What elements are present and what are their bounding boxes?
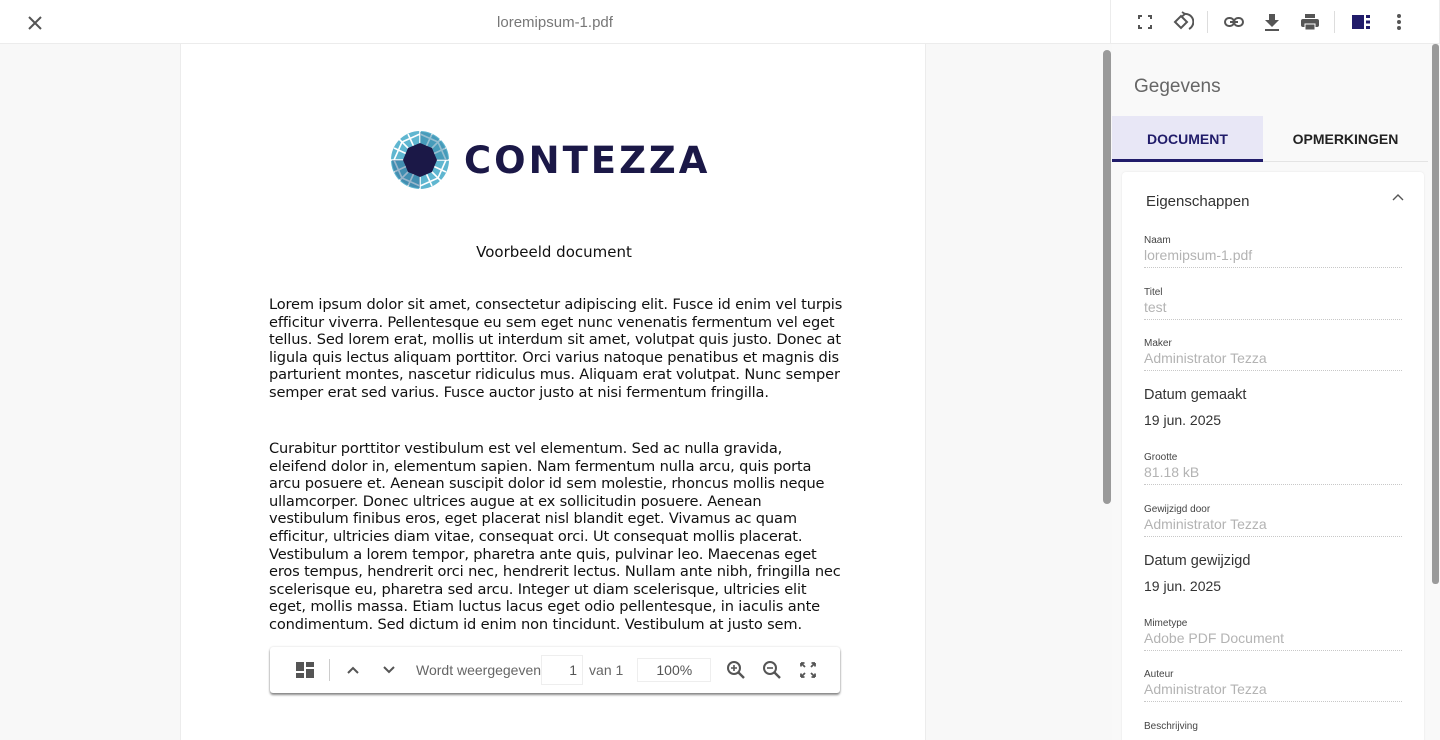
- field-label: Mimetype: [1144, 618, 1188, 629]
- tab-document[interactable]: DOCUMENT: [1112, 116, 1263, 162]
- logo-text: CONTEZZA: [464, 138, 711, 182]
- thumbnails-button[interactable]: [294, 659, 316, 681]
- toolbar-divider: [1334, 11, 1335, 33]
- link-icon: [1223, 15, 1245, 29]
- print-button[interactable]: [1298, 10, 1322, 34]
- zoom-in-button[interactable]: [725, 659, 747, 681]
- tab-opmerkingen[interactable]: OPMERKINGEN: [1292, 131, 1399, 147]
- field-label: Naam: [1144, 235, 1171, 246]
- fit-page-icon: [798, 660, 818, 680]
- field-label: Maker: [1144, 338, 1172, 349]
- field-value: Adobe PDF Document: [1144, 630, 1402, 651]
- rotate-icon: [1172, 11, 1194, 33]
- previous-page-button[interactable]: [342, 659, 364, 681]
- card-title: Eigenschappen: [1146, 193, 1250, 210]
- pdf-viewer: [0, 44, 1112, 740]
- field-value: 81.18 kB: [1144, 464, 1402, 485]
- field-value: Administrator Tezza: [1144, 350, 1402, 371]
- document-heading: Voorbeeld document: [476, 243, 632, 261]
- field-value: Administrator Tezza: [1144, 681, 1402, 702]
- top-bar: [0, 0, 1440, 44]
- field-datum-gewijzigd: [1144, 553, 1402, 594]
- side-panel-toggle[interactable]: [1349, 10, 1373, 34]
- page-number-input[interactable]: [541, 655, 583, 685]
- field-label: Titel: [1144, 287, 1163, 298]
- pdf-page: [180, 44, 926, 740]
- fullscreen-icon: [1137, 14, 1153, 30]
- field-label: Grootte: [1144, 452, 1178, 463]
- page-count-label: van 1: [589, 662, 624, 678]
- rotate-button[interactable]: [1171, 10, 1195, 34]
- field-grootte[interactable]: [1144, 452, 1402, 485]
- print-icon: [1300, 13, 1320, 31]
- fullscreen-button[interactable]: [1133, 10, 1157, 34]
- field-label: Auteur: [1144, 669, 1174, 680]
- field-label: Datum gemaakt: [1144, 387, 1247, 403]
- field-titel[interactable]: [1144, 287, 1402, 320]
- field-datum-gemaakt: [1144, 387, 1402, 428]
- zoom-out-icon: [762, 660, 782, 680]
- field-value: 19 jun. 2025: [1144, 578, 1222, 594]
- field-auteur[interactable]: [1144, 669, 1402, 702]
- field-value: 19 jun. 2025: [1144, 412, 1222, 428]
- page-label: Wordt weergegeven: [416, 662, 542, 678]
- panel-scrollbar[interactable]: [1432, 44, 1439, 584]
- link-button[interactable]: [1222, 10, 1246, 34]
- more-vert-icon: [1396, 13, 1402, 31]
- viewer-scrollbar[interactable]: [1103, 50, 1111, 504]
- thumbnails-icon: [295, 661, 315, 679]
- details-panel: [1112, 44, 1440, 740]
- panel-title: Gegevens: [1134, 76, 1221, 97]
- chevron-down-icon: [382, 665, 396, 675]
- field-label: Gewijzigd door: [1144, 504, 1211, 515]
- download-button[interactable]: [1260, 10, 1284, 34]
- properties-card: [1122, 172, 1424, 740]
- zoom-level-input[interactable]: [637, 658, 711, 682]
- zoom-in-icon: [726, 660, 746, 680]
- field-label: Beschrijving: [1144, 721, 1198, 732]
- toolbar-divider: [1207, 11, 1208, 33]
- panel-tabs: [1112, 116, 1428, 162]
- document-title: loremipsum-1.pdf: [497, 14, 613, 31]
- field-label: Datum gewijzigd: [1144, 553, 1251, 569]
- fit-page-button[interactable]: [797, 659, 819, 681]
- collapse-button[interactable]: [1390, 190, 1406, 206]
- zoom-out-button[interactable]: [761, 659, 783, 681]
- chevron-up-icon: [346, 665, 360, 675]
- viewer-toolbar: [1110, 0, 1440, 44]
- field-mimetype[interactable]: [1144, 618, 1402, 651]
- controls-divider: [329, 659, 330, 681]
- document-paragraph: Curabitur porttitor vestibulum est vel elementum. Sed ac nulla gravida, eleifend dolor in, elementum sapien. Nam fermentum nulla arcu, quis porta arcu posuere et. Aenean suscipit dolor id sem molestie, rhoncus mollis neque ullamcorper. Donec ultrices augue at ex sollicitudin posuere. Aenean vestibulum finibus eros, eget placerat nisl blandit eget. Vivamus ac quam efficitur, ultricies diam vitae, consequat orci. Ut consequat mollis placerat. Vestibulum a lorem tempor, pharetra ante quis, pulvinar leo. Maecenas eget eros tempus, hendrerit orci nec, hendrerit lectus. Nullam ante nibh, fringilla nec scelerisque eu, pharetra sed arcu. Integer ut diam scelerisque, ultricies elit eget, mollis massa. Etiam luctus lacus eget odio pellentesque, in iaculis ante condimentum. Sed dictum id enim non tincidunt. Vestibulum at justo sem.: [269, 440, 841, 633]
- logo-gem-icon: [390, 130, 450, 190]
- field-gewijzigd-door[interactable]: [1144, 504, 1402, 537]
- field-beschrijving[interactable]: [1144, 721, 1402, 732]
- field-value: test: [1144, 299, 1402, 320]
- field-value: loremipsum-1.pdf: [1144, 247, 1402, 268]
- next-page-button[interactable]: [378, 659, 400, 681]
- field-maker[interactable]: [1144, 338, 1402, 371]
- field-value: Administrator Tezza: [1144, 516, 1402, 537]
- field-naam[interactable]: [1144, 235, 1402, 268]
- chevron-up-icon: [1390, 190, 1406, 206]
- more-options-button[interactable]: [1387, 10, 1411, 34]
- document-paragraph: Lorem ipsum dolor sit amet, consectetur adipiscing elit. Fusce id enim vel turpis efficitur viverra. Pellentesque eu sem eget nunc venenatis fermentum vel eget tellus. Sed lorem erat, mollis ut interdum sit amet, volutpat quis justo. Donec at ligula quis lectus aliquam porttitor. Orci varius natoque penatibus et magnis dis parturient montes, nascetur ridiculus mus. Aliquam erat volutpat. Nunc semper semper erat sed varius. Fusce auctor justo at nisi fermentum fringilla.: [269, 296, 843, 401]
- download-icon: [1263, 12, 1281, 32]
- side-panel-icon: [1351, 14, 1371, 30]
- pdf-controls-bar: [270, 647, 840, 693]
- contezza-logo: [390, 130, 710, 190]
